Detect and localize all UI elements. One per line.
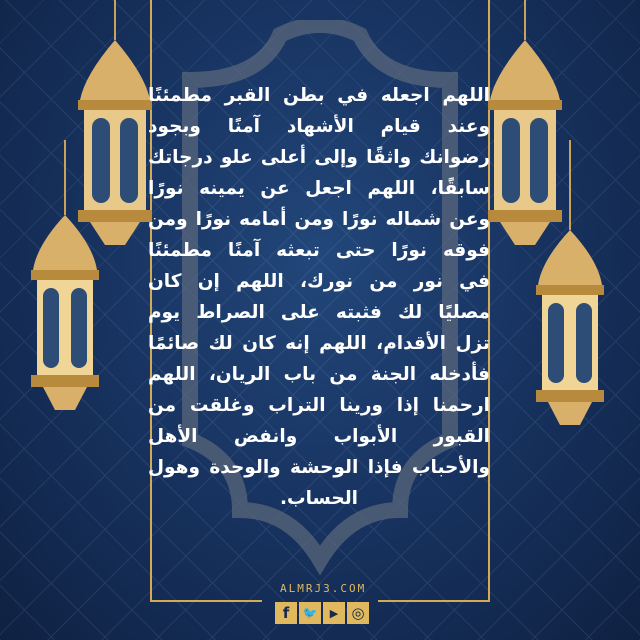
prayer-line: مصليًا لك فثبته على الصراط يوم	[148, 302, 490, 323]
frame-bottom-right-line	[378, 600, 490, 602]
prayer-line: رضوانك واثقًا وإلى أعلى علو درجاتك	[148, 147, 490, 168]
prayer-line: وعن شماله نورًا ومن أمامه نورًا ومن	[148, 209, 490, 230]
facebook-icon[interactable]: f	[275, 602, 297, 624]
prayer-line: سابقًا، اللهم اجعل عن يمينه نورًا	[148, 178, 490, 199]
site-url[interactable]: ALMRJ3.COM	[280, 582, 367, 595]
twitter-icon[interactable]: 🐦	[299, 602, 321, 624]
prayer-line: وعند قيام الأشهاد آمنًا وبجود	[148, 116, 490, 137]
social-links	[275, 602, 369, 624]
youtube-icon[interactable]: ▶	[323, 602, 345, 624]
prayer-line: القبور الأبواب وانفض الأهل	[148, 426, 490, 447]
frame-bottom-left-line	[150, 600, 262, 602]
lantern-icon	[25, 140, 105, 440]
prayer-line: ارحمنا إذا ورينا التراب وغلقت من	[148, 395, 490, 416]
prayer-line: فوقه نورًا حتى تبعثه آمنًا مطمئنًا	[148, 240, 490, 261]
prayer-line: والأحباب فإذا الوحشة والوحدة وهول	[148, 457, 490, 478]
prayer-text	[148, 80, 490, 514]
prayer-line: فأدخله الجنة من باب الريان، اللهم	[148, 364, 490, 385]
prayer-line: تزل الأقدام، اللهم إنه كان لك صائمًا	[148, 333, 490, 354]
lantern-icon	[530, 140, 610, 440]
prayer-line: الحساب.	[279, 488, 358, 509]
prayer-line: في نور من نورك، اللهم إن كان	[148, 271, 490, 292]
prayer-line: اللهم اجعله في بطن القبر مطمئنًا	[148, 85, 490, 106]
instagram-icon[interactable]: ◎	[347, 602, 369, 624]
